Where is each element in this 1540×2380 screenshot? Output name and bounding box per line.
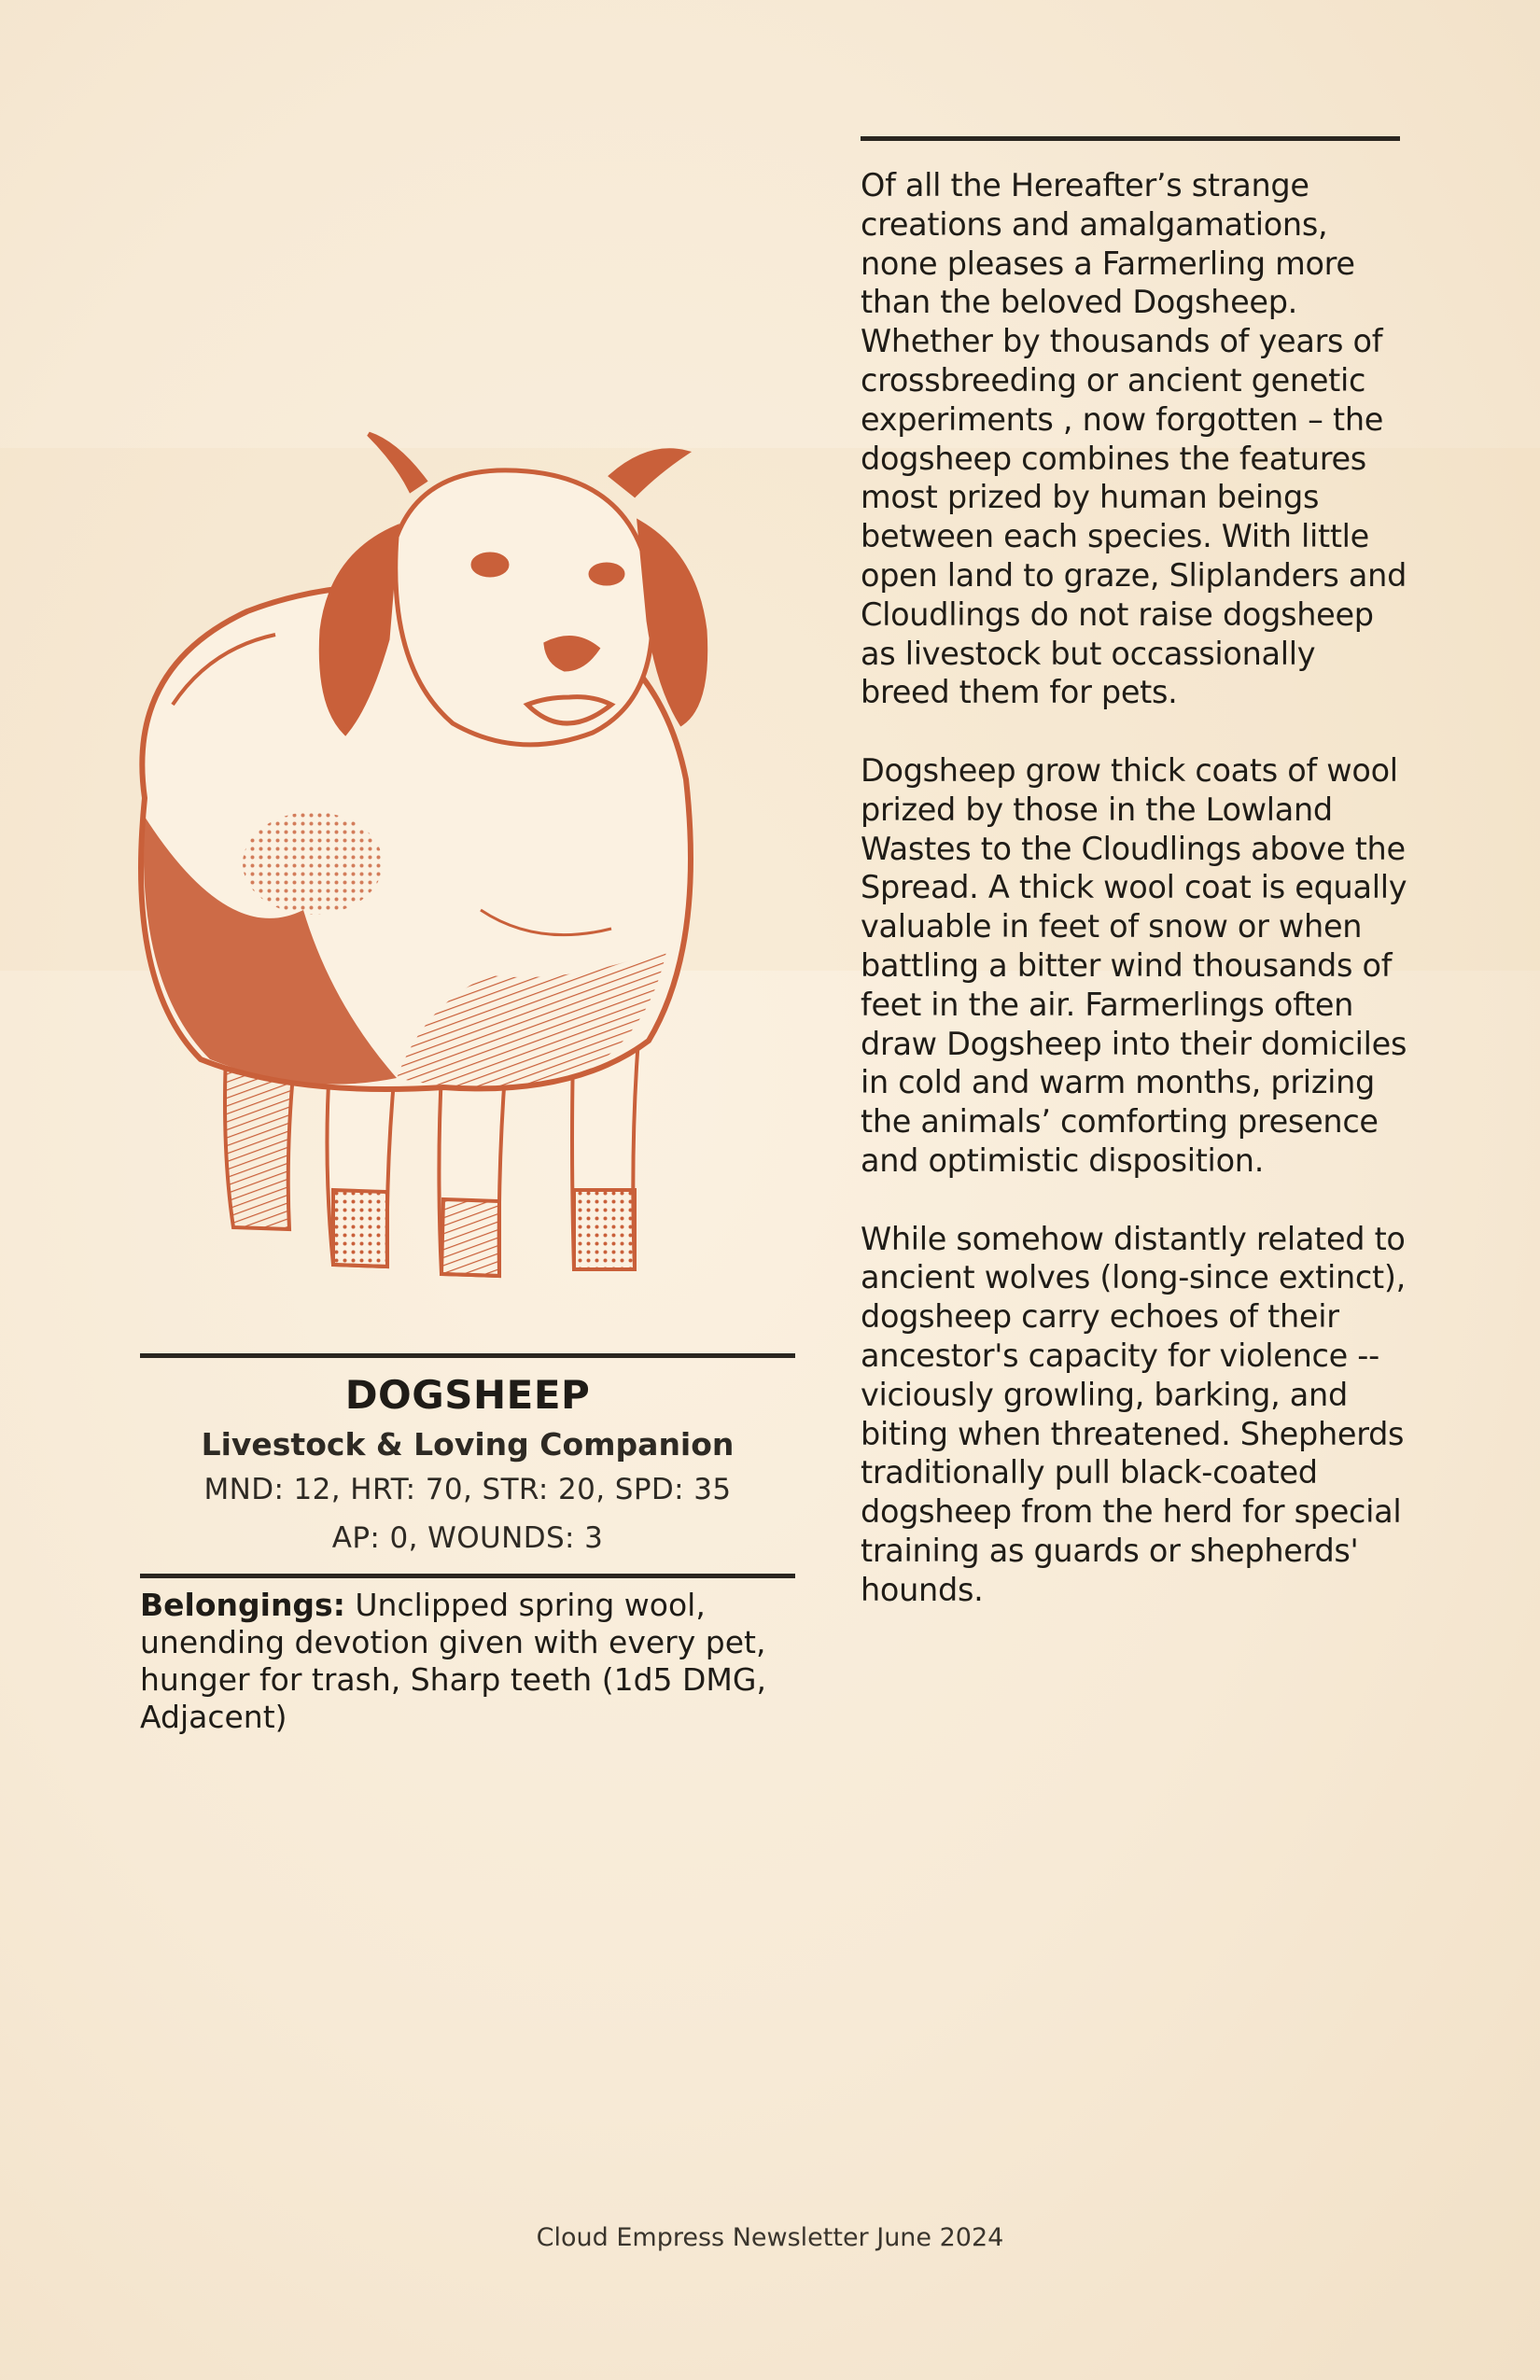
creature-subtitle: Livestock & Loving Companion <box>201 1426 735 1463</box>
body-text-column <box>861 166 1411 1648</box>
paragraph-3: While somehow distantly related to ancient wolves (long-since extinct), dogsheep carry echoes of their ancestor's capacity for violence -- viciously growling, barking, and biting when threatened. Shepherds traditionally pull black-coated dogsheep from the herd for special training as guards or shepherds' hounds. <box>861 1220 1406 1608</box>
creature-stats: MND: 12, HRT: 70, STR: 20, SPD: 35 <box>203 1473 732 1506</box>
paragraph-2: Dogsheep grow thick coats of wool prized by those in the Lowland Wastes to the Cloudlings above the Spread. A thick wool coat is equally valuable in feet of snow or when battling a bitter wind thousands of feet in the air. Farmerlings often draw Dogsheep into their domiciles in cold and warm months, prizing the animals’ comforting presence and optimistic disposition. <box>861 751 1407 1179</box>
belongings <box>140 1587 803 1736</box>
belongings-text: Unclipped spring wool, unending devotion given with every pet, hunger for trash, Sharp teeth (1d5 DMG, Adjacent) <box>140 1587 766 1735</box>
footer: Cloud Empress Newsletter June 2024 <box>536 2223 1004 2252</box>
paragraph-1: Of all the Hereafter’s strange creations and amalgamations, none pleases a Farmerling more than the beloved Dogsheep. Whether by thousands of years of crossbreeding or ancient genetic experiments , now forgotten – the dogsheep combines the features most prized by human beings between each species. With little open land to graze, Sliplanders and Cloudlings do not raise dogsheep as livestock but occassionally breed them for pets. <box>861 167 1407 711</box>
belongings-label: Belongings: <box>140 1587 345 1623</box>
creature-name: DOGSHEEP <box>344 1372 591 1418</box>
stat-block-top-rule <box>140 1353 795 1358</box>
dogsheep-illustration <box>89 425 798 1297</box>
stat-block-bottom-rule <box>140 1574 795 1578</box>
top-rule <box>861 136 1400 141</box>
creature-ap-wounds: AP: 0, WOUNDS: 3 <box>331 1521 604 1555</box>
